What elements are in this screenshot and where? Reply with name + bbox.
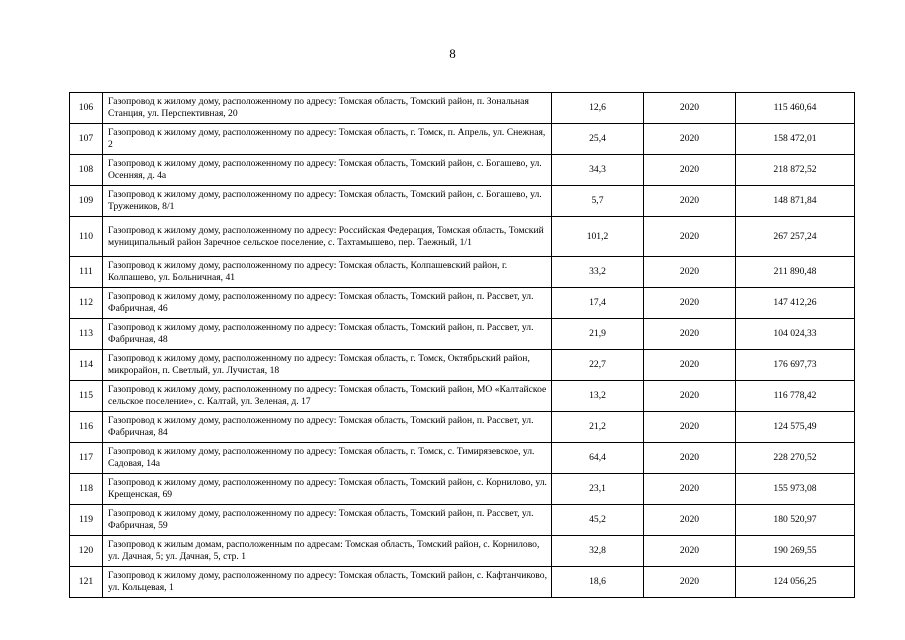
row-cost: 190 269,55 [736,536,855,567]
row-year: 2020 [644,443,736,474]
page-number: 8 [449,46,456,61]
row-cost: 267 257,24 [736,217,855,257]
row-cost: 124 575,49 [736,412,855,443]
row-description: Газопровод к жилому дому, расположенному по адресу: Томская область, Томский район, с. Богашево, ул. Осенняя, д. 4а [103,155,552,186]
row-description: Газопровод к жилому дому, расположенному по адресу: Томская область, Колпашевский район, г. Колпашево, ул. Больничная, 41 [103,257,552,288]
row-number: 108 [70,155,103,186]
row-cost: 211 890,48 [736,257,855,288]
table-row [70,93,855,124]
row-description: Газопровод к жилому дому, расположенному по адресу: Томская область, Томский район, п. Рассвет, ул. Фабричная, 59 [103,505,552,536]
row-length: 23,1 [552,474,644,505]
row-number: 120 [70,536,103,567]
table-row [70,155,855,186]
row-year: 2020 [644,257,736,288]
table-row [70,288,855,319]
row-year: 2020 [644,412,736,443]
row-year: 2020 [644,155,736,186]
row-description: Газопровод к жилому дому, расположенному по адресу: Томская область, Томский район, с. Богашево, ул. Тружеников, 8/1 [103,186,552,217]
row-description: Газопровод к жилому дому, расположенному по адресу: Российская Федерация, Томская область, Томский муниципальный район Заречное сельское поселение, с. Тахтамышево, пер. Таежный, 1/1 [103,217,552,257]
row-number: 121 [70,567,103,598]
row-number: 115 [70,381,103,412]
table-row [70,217,855,257]
table-row [70,536,855,567]
row-year: 2020 [644,319,736,350]
row-year: 2020 [644,186,736,217]
row-length: 101,2 [552,217,644,257]
row-year: 2020 [644,381,736,412]
row-length: 33,2 [552,257,644,288]
row-description: Газопровод к жилому дому, расположенному по адресу: Томская область, г. Томск, Октябрьский район, микрорайон, п. Светлый, ул. Лучистая, 18 [103,350,552,381]
row-year: 2020 [644,505,736,536]
row-length: 64,4 [552,443,644,474]
row-description: Газопровод к жилому дому, расположенному по адресу: Томская область, Томский район, п. Рассвет, ул. Фабричная, 84 [103,412,552,443]
row-length: 5,7 [552,186,644,217]
row-length: 25,4 [552,124,644,155]
row-cost: 218 872,52 [736,155,855,186]
table-row [70,443,855,474]
row-number: 114 [70,350,103,381]
row-length: 34,3 [552,155,644,186]
row-cost: 155 973,08 [736,474,855,505]
row-cost: 158 472,01 [736,124,855,155]
row-number: 109 [70,186,103,217]
row-year: 2020 [644,536,736,567]
row-description: Газопровод к жилым домам, расположенным по адресам: Томская область, Томский район, с. Корнилово, ул. Дачная, 5; ул. Дачная, 5, стр. 1 [103,536,552,567]
row-number: 116 [70,412,103,443]
row-year: 2020 [644,124,736,155]
row-length: 45,2 [552,505,644,536]
row-year: 2020 [644,217,736,257]
row-length: 32,8 [552,536,644,567]
table-row [70,124,855,155]
row-description: Газопровод к жилому дому, расположенному по адресу: Томская область, Томский район, п. Рассвет, ул. Фабричная, 48 [103,319,552,350]
row-length: 18,6 [552,567,644,598]
row-description: Газопровод к жилому дому, расположенному по адресу: Томская область, Томский район, с. Корнилово, ул. Крещенская, 69 [103,474,552,505]
row-length: 13,2 [552,381,644,412]
row-number: 118 [70,474,103,505]
row-description: Газопровод к жилому дому, расположенному по адресу: Томская область, Томский район, с. Кафтанчиково, ул. Кольцевая, 1 [103,567,552,598]
row-number: 117 [70,443,103,474]
row-number: 110 [70,217,103,257]
row-cost: 228 270,52 [736,443,855,474]
row-cost: 180 520,97 [736,505,855,536]
row-length: 21,9 [552,319,644,350]
table-row [70,381,855,412]
row-description: Газопровод к жилому дому, расположенному по адресу: Томская область, г. Томск, п. Апрель, ул. Снежная, 2 [103,124,552,155]
row-number: 112 [70,288,103,319]
row-length: 17,4 [552,288,644,319]
row-cost: 104 024,33 [736,319,855,350]
row-year: 2020 [644,567,736,598]
table-row [70,319,855,350]
table-row [70,474,855,505]
row-description: Газопровод к жилому дому, расположенному по адресу: Томская область, Томский район, п. Зональная Станция, ул. Перспективная, 20 [103,93,552,124]
row-number: 111 [70,257,103,288]
row-number: 107 [70,124,103,155]
row-length: 21,2 [552,412,644,443]
row-cost: 116 778,42 [736,381,855,412]
table-row [70,257,855,288]
row-year: 2020 [644,288,736,319]
row-description: Газопровод к жилому дому, расположенному по адресу: Томская область, Томский район, п. Рассвет, ул. Фабричная, 46 [103,288,552,319]
row-number: 119 [70,505,103,536]
table-row [70,567,855,598]
row-cost: 148 871,84 [736,186,855,217]
row-number: 106 [70,93,103,124]
row-length: 12,6 [552,93,644,124]
row-description: Газопровод к жилому дому, расположенному по адресу: Томская область, г. Томск, с. Тимирязевское, ул. Садовая, 14а [103,443,552,474]
row-cost: 176 697,73 [736,350,855,381]
row-length: 22,7 [552,350,644,381]
table-row [70,350,855,381]
row-cost: 115 460,64 [736,93,855,124]
row-year: 2020 [644,93,736,124]
table-row [70,186,855,217]
gas-pipeline-table [69,92,855,598]
table-row [70,505,855,536]
row-description: Газопровод к жилому дому, расположенному по адресу: Томская область, Томский район, МО «Калтайское сельское поселение», с. Калтай, ул. Зеленая, д. 17 [103,381,552,412]
row-year: 2020 [644,474,736,505]
row-cost: 124 056,25 [736,567,855,598]
row-cost: 147 412,26 [736,288,855,319]
table-row [70,412,855,443]
row-number: 113 [70,319,103,350]
row-year: 2020 [644,350,736,381]
